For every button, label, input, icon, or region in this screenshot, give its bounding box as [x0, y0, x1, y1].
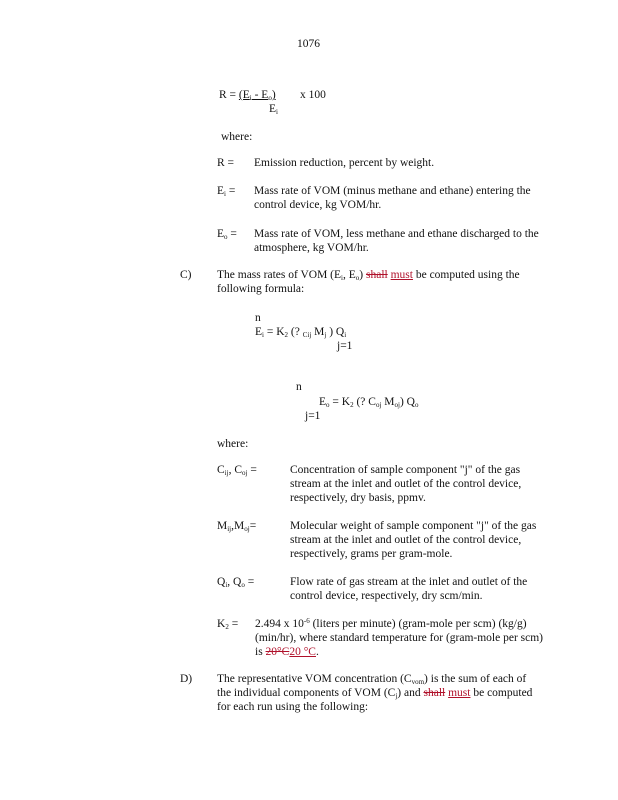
- def-c-text: Concentration of sample component "j" of the gas stream at the inlet and outlet of the control device, respectively, dry basis, ppmv.: [290, 464, 522, 504]
- formula-r-denominator: $E_i$: [269, 103, 278, 116]
- def-ei-symbol: $E_i$ =: [217, 185, 236, 198]
- formula-eo-index: j=1: [305, 410, 321, 422]
- formula-ei-n: n: [255, 312, 261, 324]
- formula-eo-body: $E_o = K_2$ (? $C_{oj}$ $M_{oj}$) $Q_o$: [319, 396, 419, 409]
- page-number: 1076: [297, 38, 320, 50]
- def-ei-text: Mass rate of VOM (minus methane and ethane) entering the control device, kg VOM/hr.: [254, 185, 531, 211]
- k2-symbol: $K_2$ =: [217, 618, 239, 631]
- formula-ei-index: j=1: [337, 340, 353, 352]
- def-r-symbol: R =: [217, 157, 235, 169]
- section-d-label: D): [180, 673, 193, 685]
- def-eo-symbol: $E_o$ =: [217, 228, 237, 241]
- def-m-symbol: $M_{ij},M_{oj}=$: [217, 520, 257, 533]
- def-q-text: Flow rate of gas stream at the inlet and outlet of the control device, respectively, dry scm/min.: [290, 576, 528, 602]
- formula-ei-body: $E_i = K_2$ (? $_{Cij}$ $M_j$ ) $Q_i$: [255, 326, 347, 339]
- formula-r-multiplier: x 100: [300, 89, 326, 101]
- inserted-text: 20 °C: [289, 646, 316, 658]
- section-d-text: The representative VOM concentration $(C_{vom})$ is the sum of each of the individual components of VOM $(C_j)$ and shall must be computed for each run using the following:: [217, 673, 533, 713]
- formula-r-numerator: $R = (E_i - E_o)$: [219, 89, 276, 102]
- where-label-2: where:: [217, 438, 249, 450]
- inserted-text: must: [390, 269, 413, 281]
- def-m-text: Molecular weight of sample component "j" of the gas stream at the inlet and outlet of the control device, respectively, grams per gram-mole.: [290, 520, 537, 560]
- deleted-text: 20°C: [265, 646, 290, 658]
- formula-eo-n: n: [296, 381, 302, 393]
- def-eo-text: Mass rate of VOM, less methane and ethane discharged to the atmosphere, kg VOM/hr.: [254, 228, 539, 254]
- k2-text: 2.494 x $10^{-6}$ (liters per minute) (gram-mole per scm) (kg/g) (min/hr), where standard temperature for (gram-mole per scm) is 20°C20 °C.: [255, 617, 544, 658]
- def-r-text: Emission reduction, percent by weight.: [254, 157, 435, 169]
- deleted-text: shall: [365, 269, 388, 281]
- inserted-text: must: [448, 687, 471, 699]
- section-c-label: C): [180, 269, 192, 281]
- where-label-1: where:: [221, 131, 253, 143]
- def-q-symbol: $Q_i$, $Q_o$ =: [217, 576, 255, 589]
- section-c-text: The mass rates of VOM ($E_i$, $E_o$) shall must be computed using the following formula:: [217, 269, 520, 295]
- def-c-symbol: $C_{ij}$, $C_{oj}$ =: [217, 464, 257, 477]
- deleted-text: shall: [423, 687, 446, 699]
